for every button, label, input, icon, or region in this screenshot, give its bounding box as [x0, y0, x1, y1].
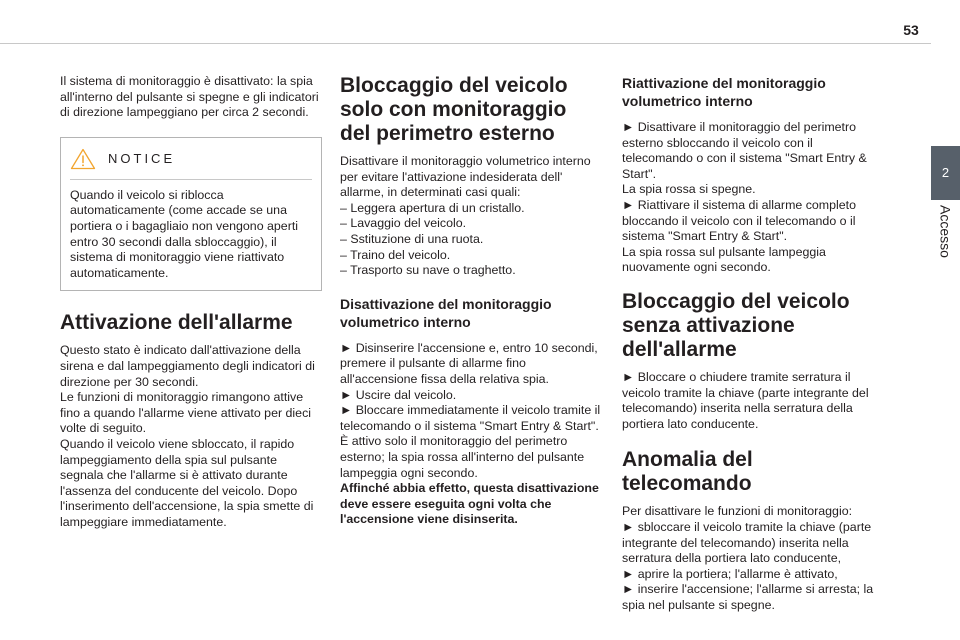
column-1: [60, 74, 322, 530]
page-number: 53: [903, 22, 919, 38]
header-divider: [0, 43, 931, 44]
step: È attivo solo il monitoraggio del perimetro esterno; la spia rossa all'interno del pulsante lampeggia ogni secondo.: [340, 434, 585, 480]
notice-divider: [70, 179, 312, 180]
section-heading-alarm-activation: Attivazione dell'allarme: [60, 311, 293, 335]
list-item: – Lavaggio del veicolo.: [340, 216, 467, 231]
list-item: – Leggera apertura di un cristallo.: [340, 200, 525, 215]
warning-triangle-icon: [70, 148, 96, 170]
section-heading-perimeter-lock: Bloccaggio del veicolo solo con monitoraggio del perimetro esterno: [340, 74, 568, 145]
paragraph: Per disattivare le funzioni di monitoraggio:: [622, 504, 853, 519]
intro-paragraph: Il sistema di monitoraggio è disattivato: la spia all'interno del pulsante si spegne e gli indicatori di direzione lampeggiano per circa 2 secondi.: [60, 74, 319, 120]
step: ► Disattivare il monitoraggio del perimetro esterno sbloccando il veicolo con il telecomando o con il sistema "Smart Entry & Start".: [622, 120, 867, 181]
step: ► aprire la portiera; l'allarme è attivato,: [622, 566, 838, 581]
lock-without-alarm-text: [622, 370, 884, 432]
chapter-label: Accesso: [937, 205, 954, 258]
reactivation-steps: [622, 120, 884, 276]
list-item: – Sstituzione di una ruota.: [340, 231, 484, 246]
step: ► Riattivare il sistema di allarme completo bloccando il veicolo con il telecomando o il sistema "Smart Entry & Start".: [622, 197, 856, 244]
column-2: [340, 74, 602, 528]
subheading-reactivation: Riattivazione del monitoraggio volumetrico interno: [622, 75, 826, 109]
step: ► sbloccare il veicolo tramite la chiave (parte integrante del telecomando) inserita nella serratura della portiera lato conducente,: [622, 519, 872, 566]
chapter-tab[interactable]: 2: [931, 146, 960, 200]
step: La spia rossa si spegne.: [622, 182, 756, 197]
step: ► Disinserire l'accensione e, entro 10 secondi, premere il pulsante di allarme fino all'accensione fissa della relativa spia.: [340, 340, 598, 386]
step: ► Uscire dal veicolo.: [340, 387, 457, 402]
subheading-deactivation: Disattivazione del monitoraggio volumetrico interno: [340, 295, 552, 330]
column-3: [622, 74, 884, 613]
section-heading-remote-fault: Anomalia del telecomando: [622, 448, 753, 496]
notice-title: NOTICE: [108, 151, 176, 167]
remote-fault-text: [622, 504, 884, 613]
step: ► inserire l'accensione; l'allarme si arresta; la spia nel pulsante si spegne.: [622, 582, 874, 612]
notice-box: [60, 137, 322, 292]
perimeter-lock-text: [340, 154, 602, 279]
step: La spia rossa sul pulsante lampeggia nuovamente ogni secondo.: [622, 244, 826, 275]
paragraph: Quando il veicolo viene sbloccato, il rapido lampeggiamento della spia sul pulsante segnala che l'allarme si è attivato durante l'assenza del conducente del veicolo. Dopo l'inserimento dell'accensione, la spia smette di lampeggiare immediatamente.: [60, 436, 314, 529]
deactivation-steps: [340, 341, 602, 528]
paragraph: Disattivare il monitoraggio volumetrico interno per evitare l'attivazione indesiderata dell' allarme, in determinati casi quali:: [340, 154, 591, 200]
step: ► Bloccare immediatamente il veicolo tramite il telecomando o il sistema "Smart Entry & Start".: [340, 403, 601, 433]
step: ► Bloccare o chiudere tramite serratura il veicolo tramite la chiave (parte integrante del telecomando) inserita nella serratura della portiera lato conducente.: [622, 369, 869, 431]
list-item: – Trasporto su nave o traghetto.: [340, 263, 516, 278]
notice-header: [70, 148, 312, 170]
section-heading-lock-without-alarm: Bloccaggio del veicolo senza attivazione dell'allarme: [622, 289, 850, 361]
alarm-activation-text: [60, 343, 322, 530]
bold-note: Affinché abbia effetto, questa disattivazione deve essere eseguita ogni volta che l'accensione viene disinserita.: [340, 481, 599, 527]
list-item: – Traino del veicolo.: [340, 247, 451, 262]
notice-text: Quando il veicolo si riblocca automaticamente (come accade se una portiera o i bagagliaio non vengono aperti entro 30 secondi dalla sbloccaggio), il sistema di monitoraggio viene riattivato automaticamente.: [70, 187, 299, 280]
paragraph: Le funzioni di monitoraggio rimangono attive fino a quando l'allarme viene attivato per dieci volte di seguito.: [60, 390, 312, 436]
paragraph: Questo stato è indicato dall'attivazione della sirena e dal lampeggiamento degli indicatori di direzione per 30 secondi.: [60, 343, 315, 389]
